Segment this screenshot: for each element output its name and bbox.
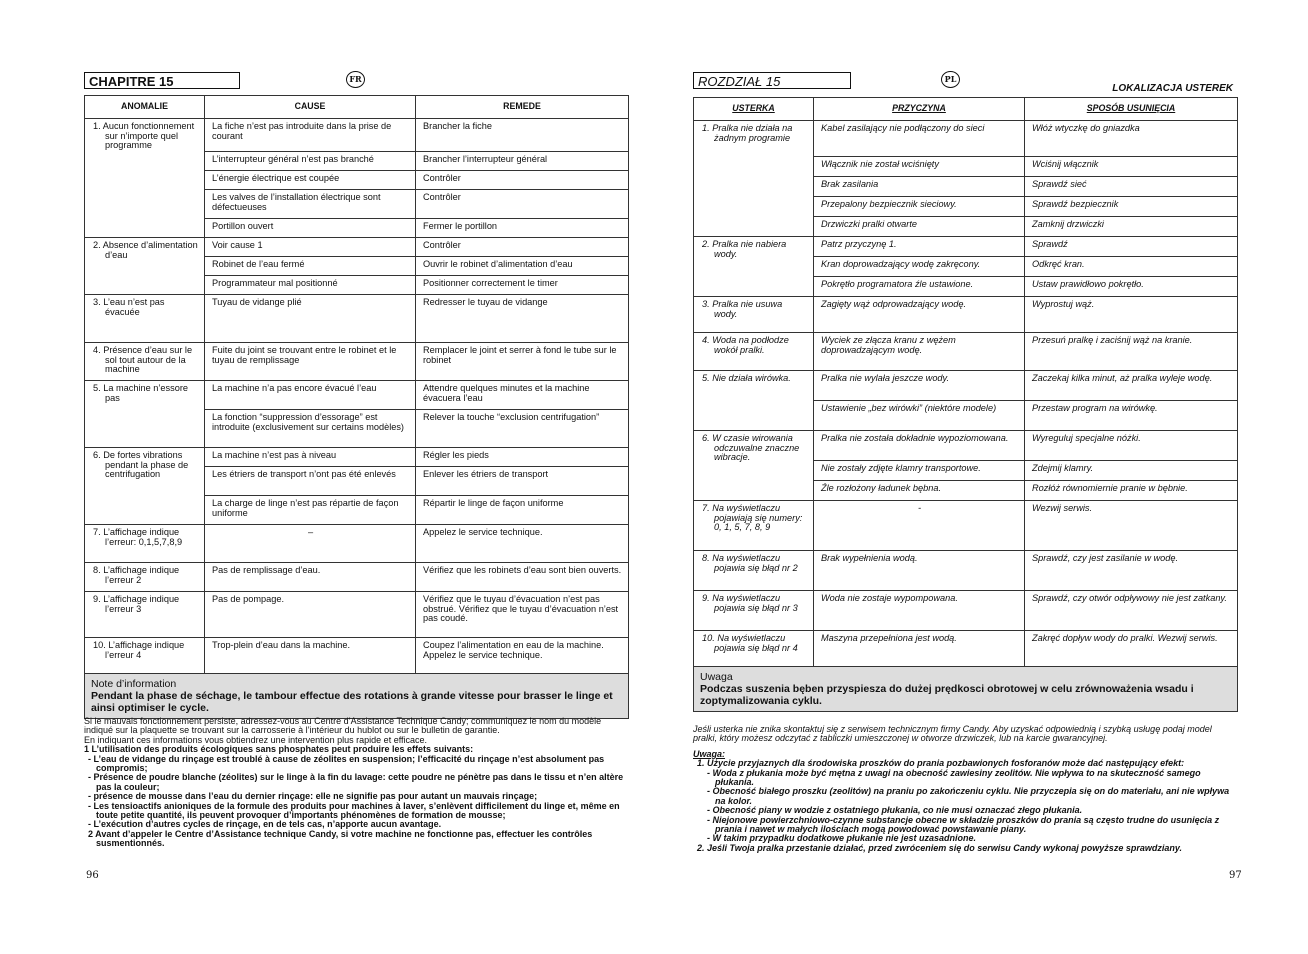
anomaly-cell: 2. Pralka nie nabiera wody. (694, 237, 814, 297)
cause-cell: Zagięty wąż odprowadzający wodę. (814, 297, 1025, 333)
cause-cell: Robinet de l’eau fermé (205, 257, 416, 276)
anomaly-cell: 5. La machine n’essore pas (85, 381, 205, 448)
remedy-cell: Sprawdź bezpiecznik (1025, 197, 1238, 217)
cause-cell: Pokrętło programatora źle ustawione. (814, 277, 1025, 297)
table-row (85, 295, 629, 343)
note-body: Podczas suszenia bęben przyspiesza do dużej prędkosci obrotowej w celu zrównoważenia wsadu i zoptymalizowania cyklu. (700, 683, 1194, 707)
remedy-cell: Ouvrir le robinet d’alimentation d’eau (416, 257, 629, 276)
anomaly-cell: 1. Pralka nie działa na żadnym programie (694, 121, 814, 237)
remedy-cell: Brancher l’interrupteur général (416, 152, 629, 171)
remedy-cell: Ustaw prawidłowo pokrętło. (1025, 277, 1238, 297)
table-row (85, 592, 629, 638)
remedy-cell: Zakręć dopływ wody do pralki. Wezwij serwis. (1025, 631, 1238, 667)
anomaly-cell: 9. Na wyświetlaczu pojawia się błąd nr 3 (694, 591, 814, 631)
cause-cell: Pas de remplissage d’eau. (205, 563, 416, 592)
cause-cell: Pas de pompage. (205, 592, 416, 638)
cause-cell: Tuyau de vidange plié (205, 295, 416, 343)
table-row (85, 638, 629, 674)
table-row (694, 591, 1238, 631)
cause-cell: Portillon ouvert (205, 219, 416, 238)
note-body: Pendant la phase de séchage, le tambour effectue des rotations à grande vitesse pour brasser le linge et ainsi optimiser le cycle. (91, 690, 613, 714)
footer-para: - W takim przypadku dodatkowe płukanie nie jest uzasadnione. (707, 833, 977, 844)
table-row (694, 371, 1238, 401)
info-note (694, 667, 1238, 712)
remedy-cell: Sprawdź, czy jest zasilanie w wodę. (1025, 551, 1238, 591)
cause-cell: Wyciek ze złącza kranu z wężem doprowadzającym wodę. (814, 333, 1025, 371)
cause-cell: La fonction “suppression d’essorage” est introduite (exclusivement sur certains modèles) (205, 410, 416, 448)
troubleshooting-table (84, 95, 629, 719)
anomaly-cell: 3. L’eau n’est pas évacuée (85, 295, 205, 343)
cause-cell: Przepalony bezpiecznik sieciowy. (814, 197, 1025, 217)
remedy-cell: Enlever les étriers de transport (416, 467, 629, 496)
footer-para: 1. Użycie przyjaznych dla środowiska proszków do prania pozbawionych fosforanów może dać następujący efekt: (697, 758, 1185, 769)
col-header-remedy: REMEDE (416, 96, 629, 119)
remedy-cell: Sprawdź (1025, 237, 1238, 257)
col-header-remedy: SPOSÓB USUNIĘCIA (1025, 98, 1238, 121)
table-row (694, 297, 1238, 333)
note-title: Uwaga (700, 671, 733, 683)
footer-notes (693, 725, 1237, 853)
remedy-cell: Odkręć kran. (1025, 257, 1238, 277)
remedy-cell: Vérifiez que le tuyau d’évacuation n’est pas obstrué. Vérifiez que le tuyau d’évacuation n’est pas coudé. (416, 592, 629, 638)
cause-cell: Maszyna przepełniona jest wodą. (814, 631, 1025, 667)
anomaly-cell: 8. Na wyświetlaczu pojawia się błąd nr 2 (694, 551, 814, 591)
col-header-cause: PRZYCZYNA (814, 98, 1025, 121)
table-row (694, 237, 1238, 257)
cause-cell: Włącznik nie został wciśnięty (814, 157, 1025, 177)
footer-para: Jeśli usterka nie znika skontaktuj się z serwisem technicznym firmy Candy. Aby uzyskać odpowiednią i szybką usługę podaj model pralki, który możesz odczytać z tabliczki umieszczonej w otworze drzwiczek, lub na karcie gwarancyjnej. (693, 724, 1212, 744)
table-row (694, 333, 1238, 371)
remedy-cell: Appelez le service technique. (416, 525, 629, 563)
remedy-cell: Contrôler (416, 190, 629, 219)
remedy-cell: Zamknij drzwiczki (1025, 217, 1238, 237)
remedy-cell: Contrôler (416, 171, 629, 190)
anomaly-cell: 6. W czasie wirowania odczuwalne znaczne wibracje. (694, 431, 814, 501)
anomaly-cell: 8. L’affichage indique l’erreur 2 (85, 563, 205, 592)
cause-cell: Kabel zasilający nie podłączony do sieci (814, 121, 1025, 157)
footer-para: 2 Avant d’appeler le Centre d’Assistance technique Candy, si votre machine ne fonctionne pas, effectuer les contrôles susmentionnés. (88, 828, 593, 849)
cause-cell: Woda nie zostaje wypompowana. (814, 591, 1025, 631)
remedy-cell: Rozłóż równomiernie pranie w bębnie. (1025, 481, 1238, 501)
footer-para: - Présence de poudre blanche (zéolites) sur le linge à la fin du lavage: cette poudre ne pénètre pas dans le tissu et n’en altère pas la couleur; (88, 772, 624, 792)
remedy-cell: Vérifiez que les robinets d’eau sont bien ouverts. (416, 563, 629, 592)
remedy-cell: Régler les pieds (416, 448, 629, 467)
table-row (694, 631, 1238, 667)
remedy-cell: Attendre quelques minutes et la machine évacuera l’eau (416, 381, 629, 410)
footer-para: - L’eau de vidange du rinçage est troublé à cause de zéolites en suspension; l’efficacité du rinçage n’est absolument pas compromis; (88, 753, 605, 774)
col-header-anomaly: ANOMALIE (85, 96, 205, 119)
remedy-cell: Przesuń pralkę i zaciśnij wąż na kranie. (1025, 333, 1238, 371)
cause-cell: Nie zostały zdjęte klamry transportowe. (814, 461, 1025, 481)
remedy-cell: Wezwij serwis. (1025, 501, 1238, 551)
footer-para: 1 L’utilisation des produits écologiques sans phosphates peut produire les effets suivants: (84, 744, 474, 755)
anomaly-cell: 9. L’affichage indique l’erreur 3 (85, 592, 205, 638)
remedy-cell: Wyreguluj specjalne nóżki. (1025, 431, 1238, 461)
table-row (85, 448, 629, 467)
table-row (85, 343, 629, 381)
remedy-cell: Relever la touche “exclusion centrifugation” (416, 410, 629, 448)
anomaly-cell: 10. Na wyświetlaczu pojawia się błąd nr 4 (694, 631, 814, 667)
footer-para: - Les tensioactifs anioniques de la formule des produits pour machines à laver, s’enlèvent difficilement du linge et, même en toute petite quantité, ils peuvent provoquer d’importants phénomènes de formation de mousse; (88, 800, 620, 821)
remedy-cell: Zdejmij klamry. (1025, 461, 1238, 481)
anomaly-cell: 6. De fortes vibrations pendant la phase de centrifugation (85, 448, 205, 525)
cause-cell: Pralka nie została dokładnie wypoziomowana. (814, 431, 1025, 461)
table-row (85, 563, 629, 592)
remedy-cell: Positionner correctement le timer (416, 276, 629, 295)
cause-cell: - (814, 501, 1025, 551)
cause-cell: Brak zasilania (814, 177, 1025, 197)
language-badge: PL (941, 71, 960, 88)
remedy-cell: Wyprostuj wąż. (1025, 297, 1238, 333)
cause-cell: L’énergie électrique est coupée (205, 171, 416, 190)
page-number: 96 (86, 870, 99, 881)
table-row (694, 121, 1238, 157)
footer-para: - Obecność piany w wodzie z ostatniego płukania, co nie musi oznaczać złego płukania. (707, 805, 1083, 816)
anomaly-cell: 5. Nie działa wirówka. (694, 371, 814, 431)
footer-para: Si le mauvais fonctionnement persiste, adressez-vous au Centre d’Assistance Technique Candy; communiquez le nom du modèle indiqué sur la plaquette se trouvant sur la carrosserie à l’intérieur du hublot ou sur le bulletin de garantie. (84, 716, 602, 736)
anomaly-cell: 7. Na wyświetlaczu pojawiają się numery: 0, 1, 5, 7, 8, 9 (694, 501, 814, 551)
cause-cell: Trop-plein d’eau dans la machine. (205, 638, 416, 674)
cause-cell: Drzwiczki pralki otwarte (814, 217, 1025, 237)
cause-cell: Brak wypełnienia wodą. (814, 551, 1025, 591)
remedy-cell: Remplacer le joint et serrer à fond le tube sur le robinet (416, 343, 629, 381)
table-row (694, 431, 1238, 461)
table-row (85, 119, 629, 152)
remedy-cell: Przestaw program na wirówkę. (1025, 401, 1238, 431)
language-badge: FR (346, 71, 365, 88)
cause-cell: – (205, 525, 416, 563)
anomaly-cell: 4. Woda na podłodze wokół pralki. (694, 333, 814, 371)
troubleshooting-table (693, 97, 1238, 712)
cause-cell: Patrz przyczynę 1. (814, 237, 1025, 257)
anomaly-cell: 10. L’affichage indique l’erreur 4 (85, 638, 205, 674)
chapter-title: ROZDZIAŁ 15 (693, 72, 851, 89)
footer-para: - Obecność białego proszku (zeolitów) na praniu po zakończeniu cyklu. Nie przyczepia się on do materiału, ani nie wpływa na kolor. (707, 786, 1230, 806)
note-title: Note d’information (91, 678, 177, 690)
section-subheading: LOKALIZACJA USTEREK (1112, 83, 1233, 94)
cause-cell: La machine n’est pas à niveau (205, 448, 416, 467)
cause-cell: Programmateur mal positionné (205, 276, 416, 295)
anomaly-cell: 7. L’affichage indique l’erreur: 0,1,5,7,8,9 (85, 525, 205, 563)
cause-cell: La fiche n’est pas introduite dans la prise de courant (205, 119, 416, 152)
table-row (85, 238, 629, 257)
cause-cell: Voir cause 1 (205, 238, 416, 257)
cause-cell: Les valves de l’installation électrique sont défectueuses (205, 190, 416, 219)
footer-para: 2. Jeśli Twoja pralka przestanie działać, przed zwróceniem się do serwisu Candy wykonaj powyższe sprawdziany. (697, 842, 1183, 853)
chapter-title: CHAPITRE 15 (84, 72, 240, 89)
table-row (85, 525, 629, 563)
remedy-cell: Coupez l’alimentation en eau de la machine. Appelez le service technique. (416, 638, 629, 674)
cause-cell: Pralka nie wylała jeszcze wody. (814, 371, 1025, 401)
cause-cell: Ustawienie „bez wirówki” (niektóre modele) (814, 401, 1025, 431)
cause-cell: Źle rozłożony ładunek bębna. (814, 481, 1025, 501)
info-note (85, 674, 629, 719)
remedy-cell: Włóż wtyczkę do gniazdka (1025, 121, 1238, 157)
anomaly-cell: 1. Aucun fonctionnement sur n’importe quel programme (85, 119, 205, 238)
footer-para: - Woda z płukania może być mętna z uwagi na obecność zawiesiny zeolitów. Nie wpływa to na skuteczność samego płukania. (707, 767, 1201, 788)
footer-para: - présence de mousse dans l’eau du dernier rinçage: elle ne signifie pas pour autant un mauvais rinçage; (88, 791, 538, 802)
footer-heading: Uwaga: (693, 748, 726, 759)
footer-para: - L’exécution d’autres cycles de rinçage, en de tels cas, n’apporte aucun avantage. (88, 819, 442, 830)
anomaly-cell: 2. Absence d’alimentation d’eau (85, 238, 205, 295)
page-number: 97 (1229, 870, 1242, 881)
cause-cell: La machine n’a pas encore évacué l’eau (205, 381, 416, 410)
footer-notes (84, 717, 628, 849)
col-header-anomaly: USTERKA (694, 98, 814, 121)
remedy-cell: Contrôler (416, 238, 629, 257)
remedy-cell: Fermer le portillon (416, 219, 629, 238)
remedy-cell: Zaczekaj kilka minut, aż pralka wyleje wodę. (1025, 371, 1238, 401)
remedy-cell: Sprawdź sieć (1025, 177, 1238, 197)
cause-cell: Les étriers de transport n’ont pas été enlevés (205, 467, 416, 496)
info-note-row (85, 674, 629, 719)
col-header-cause: CAUSE (205, 96, 416, 119)
table-row (694, 501, 1238, 551)
remedy-cell: Wciśnij włącznik (1025, 157, 1238, 177)
table-row (85, 381, 629, 410)
cause-cell: L’interrupteur général n’est pas branché (205, 152, 416, 171)
anomaly-cell: 4. Présence d’eau sur le sol tout autour de la machine (85, 343, 205, 381)
remedy-cell: Brancher la fiche (416, 119, 629, 152)
table-row (694, 551, 1238, 591)
info-note-row (694, 667, 1238, 712)
remedy-cell: Redresser le tuyau de vidange (416, 295, 629, 343)
footer-para: - Niejonowe powierzchniowo-czynne substancje obecne w składzie proszków do prania są często trudne do usunięcia z prania i nawet w małych ilościach mogą powodować powstawanie piany. (707, 814, 1220, 835)
cause-cell: Kran doprowadzający wodę zakręcony. (814, 257, 1025, 277)
cause-cell: La charge de linge n’est pas répartie de façon uniforme (205, 496, 416, 525)
remedy-cell: Sprawdź, czy otwór odpływowy nie jest zatkany. (1025, 591, 1238, 631)
remedy-cell: Répartir le linge de façon uniforme (416, 496, 629, 525)
footer-para: En indiquant ces informations vous obtiendrez une intervention plus rapide et efficace. (84, 734, 428, 745)
cause-cell: Fuite du joint se trouvant entre le robinet et le tuyau de remplissage (205, 343, 416, 381)
anomaly-cell: 3. Pralka nie usuwa wody. (694, 297, 814, 333)
